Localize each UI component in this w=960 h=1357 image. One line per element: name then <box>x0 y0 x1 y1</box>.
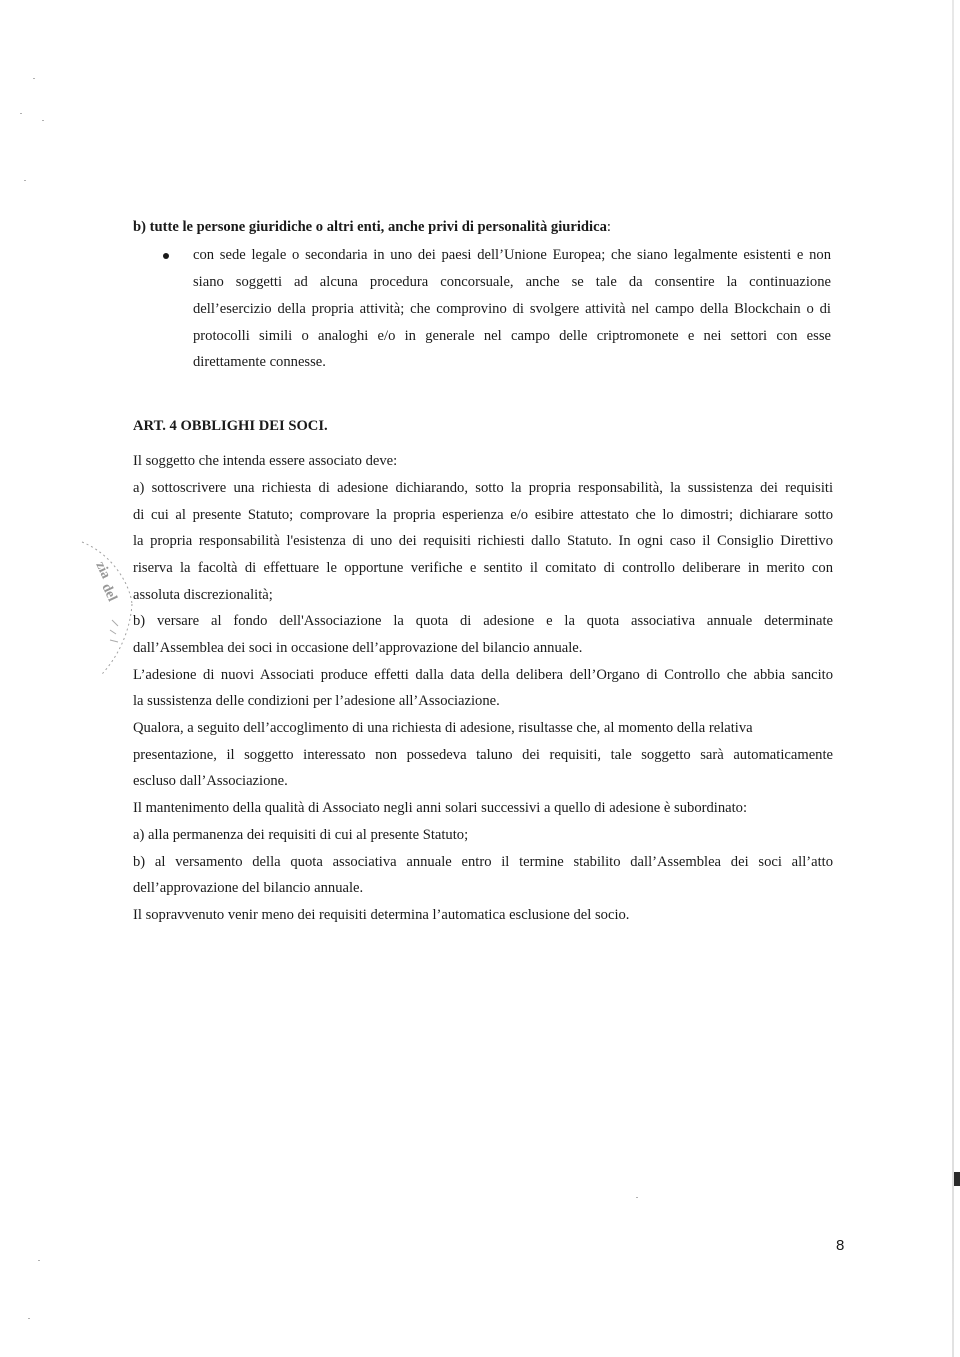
article-line: b) al versamento della quota associativa annuale entro il termine stabilito dall’Assemblea dei soci all’atto <box>133 854 833 870</box>
article-line: la sussistenza delle condizioni per l’adesione all’Associazione. <box>133 693 500 709</box>
scan-speck <box>636 1197 638 1198</box>
bullet-line: dell’esercizio della propria attività; che comprovino di svolgere attività nel campo della Blockchain o di <box>193 301 831 317</box>
scan-speck <box>42 120 44 121</box>
svg-text:zia: zia <box>92 559 114 582</box>
scan-speck <box>33 78 35 79</box>
scan-edge <box>952 0 954 1357</box>
scan-speck <box>38 1260 40 1261</box>
article-line: di cui al presente Statuto; comprovare la propria esperienza e/o esibire attestato che lo dimostri; dichiarare sotto <box>133 507 833 523</box>
article-line: Il soggetto che intenda essere associato deve: <box>133 453 398 469</box>
article-line: riserva la facoltà di effettuare le opportune verifiche e sentito il comitato di controllo deliberare in merito con <box>133 560 833 576</box>
article-line: escluso dall’Associazione. <box>133 773 288 789</box>
bullet-line: siano soggetti ad alcuna procedura concorsuale, anche se tale da consentire la continuazione <box>193 274 831 290</box>
bullet-icon <box>163 253 169 259</box>
article-line: a) alla permanenza dei requisiti di cui al presente Statuto; <box>133 827 469 843</box>
article-line: la propria responsabilità l'esistenza di uno dei requisiti richiesti dallo Statuto. In ogni caso il Consiglio Direttivo <box>133 533 833 549</box>
article-heading: ART. 4 OBBLIGHI DEI SOCI. <box>133 418 328 434</box>
article-line: a) sottoscrivere una richiesta di adesione dichiarando, sotto la propria responsabilità, la sussistenza dei requisiti <box>133 480 833 496</box>
article-line: assoluta discrezionalità; <box>133 587 273 603</box>
section-b-title-text: b) tutte le persone giuridiche o altri enti, anche privi di personalità giuridica <box>133 219 607 235</box>
article-line: Il mantenimento della qualità di Associato negli anni solari successivi a quello di adesione è subordinato: <box>133 800 748 816</box>
bullet-line: direttamente connesse. <box>193 354 326 370</box>
section-b-title-colon: : <box>606 219 611 235</box>
section-b-title <box>133 218 833 236</box>
article-line: b) versare al fondo dell'Associazione la quota di adesione e la quota associativa annuale determinate <box>133 613 833 629</box>
article-line: presentazione, il soggetto interessato non possedeva taluno dei requisiti, tale soggetto sarà automaticamente <box>133 747 833 763</box>
stamp-seal <box>72 524 134 684</box>
scan-speck <box>28 1318 30 1319</box>
article-line: dell’approvazione del bilancio annuale. <box>133 880 364 896</box>
scan-speck <box>24 180 26 181</box>
scan-speck <box>20 113 22 114</box>
article-line: dall’Assemblea dei soci in occasione dell’approvazione del bilancio annuale. <box>133 640 583 656</box>
article-line: Qualora, a seguito dell’accoglimento di una richiesta di adesione, risultasse che, al momento della relativa <box>133 720 753 736</box>
bullet-line: protocolli simili o analoghi e/o in generale nel campo delle criptromonete e nei settori con esse <box>193 328 831 344</box>
bullet-line: con sede legale o secondaria in uno dei paesi dell’Unione Europea; che siano legalmente esistenti e non <box>193 247 831 263</box>
svg-text:del: del <box>98 581 120 604</box>
article-line: L’adesione di nuovi Associati produce effetti dalla data della delibera dell’Organo di Controllo che abbia sancito <box>133 667 833 683</box>
scan-mark <box>954 1172 960 1186</box>
page-number: 8 <box>836 1237 845 1254</box>
article-line: Il sopravvenuto venir meno dei requisiti determina l’automatica esclusione del socio. <box>133 907 630 923</box>
